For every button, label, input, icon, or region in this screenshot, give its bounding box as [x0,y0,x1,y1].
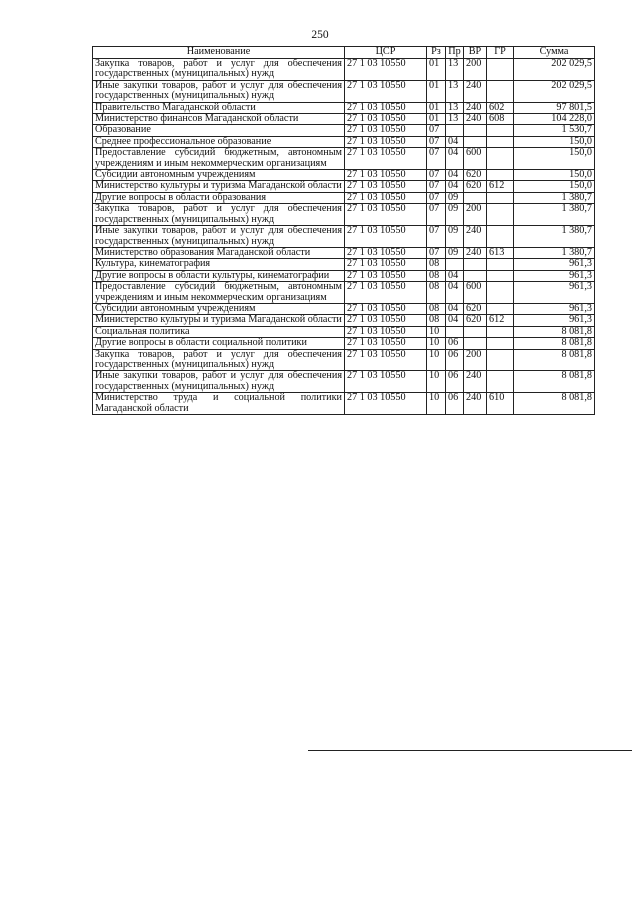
table-row [93,303,595,314]
cell-rz: 01 [427,114,446,125]
cell-pr: 09 [446,192,464,203]
cell-csr: 27 1 03 10550 [345,349,427,371]
cell-gr [487,59,514,81]
cell-sum: 150,0 [514,136,595,147]
cell-vr: 620 [464,181,487,192]
cell-pr: 04 [446,315,464,326]
cell-csr: 27 1 03 10550 [345,259,427,270]
cell-name: Иные закупки товаров, работ и услуг для обеспечения государственных (муниципальных) нужд [93,371,345,393]
column-header-rz: Рз [427,47,446,59]
table-row [93,371,595,393]
cell-rz: 07 [427,136,446,147]
column-header-gr: ГР [487,47,514,59]
cell-gr [487,125,514,136]
cell-name: Министерство труда и социальной политики Магаданской области [93,393,345,415]
cell-csr: 27 1 03 10550 [345,338,427,349]
cell-rz: 01 [427,102,446,113]
budget-table [92,46,595,415]
table-row [93,148,595,170]
cell-name: Предоставление субсидий бюджетным, автономным учреждениям и иным некоммерческим организациям [93,148,345,170]
cell-name: Министерство финансов Магаданской области [93,114,345,125]
cell-vr: 200 [464,204,487,226]
cell-name: Иные закупки товаров, работ и услуг для обеспечения государственных (муниципальных) нужд [93,226,345,248]
cell-pr: 04 [446,282,464,304]
cell-rz: 01 [427,59,446,81]
cell-sum: 104 228,0 [514,114,595,125]
table-row [93,170,595,181]
cell-sum: 961,3 [514,259,595,270]
cell-name: Другие вопросы в области социальной политики [93,338,345,349]
cell-rz: 07 [427,125,446,136]
cell-sum: 202 029,5 [514,80,595,102]
cell-gr: 612 [487,315,514,326]
cell-name: Социальная политика [93,326,345,337]
cell-pr: 13 [446,102,464,113]
cell-pr [446,259,464,270]
cell-rz: 10 [427,326,446,337]
table-row [93,282,595,304]
cell-csr: 27 1 03 10550 [345,270,427,281]
cell-vr: 240 [464,247,487,258]
cell-gr [487,259,514,270]
cell-sum: 8 081,8 [514,349,595,371]
cell-rz: 10 [427,393,446,415]
cell-name: Субсидии автономным учреждениям [93,170,345,181]
cell-gr [487,204,514,226]
cell-rz: 07 [427,170,446,181]
cell-gr [487,338,514,349]
cell-vr: 200 [464,349,487,371]
table-row [93,136,595,147]
table-row [93,226,595,248]
cell-csr: 27 1 03 10550 [345,315,427,326]
cell-rz: 10 [427,371,446,393]
table-row [93,338,595,349]
cell-csr: 27 1 03 10550 [345,192,427,203]
cell-csr: 27 1 03 10550 [345,326,427,337]
cell-gr [487,270,514,281]
cell-pr: 04 [446,181,464,192]
cell-sum: 97 801,5 [514,102,595,113]
cell-vr: 620 [464,315,487,326]
table-row [93,80,595,102]
cell-pr [446,326,464,337]
cell-gr [487,148,514,170]
cell-pr: 13 [446,59,464,81]
cell-csr: 27 1 03 10550 [345,59,427,81]
cell-vr: 600 [464,148,487,170]
cell-vr: 240 [464,80,487,102]
cell-rz: 10 [427,349,446,371]
column-header-csr: ЦСР [345,47,427,59]
cell-rz: 10 [427,338,446,349]
cell-name: Культура, кинематография [93,259,345,270]
table-row [93,204,595,226]
cell-gr: 608 [487,114,514,125]
cell-vr: 600 [464,282,487,304]
column-header-pr: Пр [446,47,464,59]
table-row [93,181,595,192]
cell-rz: 08 [427,315,446,326]
column-header-sum: Сумма [514,47,595,59]
cell-vr: 240 [464,114,487,125]
cell-vr: 200 [464,59,487,81]
cell-pr [446,125,464,136]
cell-rz: 07 [427,226,446,248]
cell-name: Закупка товаров, работ и услуг для обеспечения государственных (муниципальных) нужд [93,349,345,371]
cell-pr: 04 [446,148,464,170]
cell-sum: 8 081,8 [514,338,595,349]
cell-pr: 06 [446,393,464,415]
cell-vr [464,326,487,337]
table-row [93,59,595,81]
cell-pr: 06 [446,371,464,393]
cell-pr: 09 [446,226,464,248]
cell-name: Иные закупки товаров, работ и услуг для обеспечения государственных (муниципальных) нужд [93,80,345,102]
cell-csr: 27 1 03 10550 [345,247,427,258]
cell-sum: 150,0 [514,181,595,192]
cell-gr: 610 [487,393,514,415]
cell-name: Министерство культуры и туризма Магаданской области [93,315,345,326]
cell-vr [464,136,487,147]
cell-pr: 13 [446,80,464,102]
cell-sum: 1 380,7 [514,226,595,248]
cell-vr: 240 [464,102,487,113]
cell-gr [487,80,514,102]
cell-gr: 602 [487,102,514,113]
table-row [93,192,595,203]
cell-gr [487,226,514,248]
cell-rz: 08 [427,303,446,314]
cell-rz: 07 [427,204,446,226]
table-row [93,326,595,337]
cell-sum: 961,3 [514,270,595,281]
cell-pr: 04 [446,136,464,147]
cell-rz: 08 [427,270,446,281]
cell-csr: 27 1 03 10550 [345,371,427,393]
table-body [93,59,595,415]
cell-rz: 07 [427,247,446,258]
cell-gr [487,192,514,203]
cell-name: Субсидии автономным учреждениям [93,303,345,314]
cell-csr: 27 1 03 10550 [345,393,427,415]
cell-name: Другие вопросы в области культуры, кинематографии [93,270,345,281]
cell-name: Министерство культуры и туризма Магаданской области [93,181,345,192]
cell-vr [464,192,487,203]
cell-sum: 202 029,5 [514,59,595,81]
column-header-vr: ВР [464,47,487,59]
cell-csr: 27 1 03 10550 [345,226,427,248]
cell-csr: 27 1 03 10550 [345,125,427,136]
table-row [93,125,595,136]
cell-sum: 150,0 [514,170,595,181]
cell-csr: 27 1 03 10550 [345,114,427,125]
cell-vr [464,125,487,136]
table-header-row [93,47,595,59]
cell-pr: 09 [446,247,464,258]
cell-name: Министерство образования Магаданской области [93,247,345,258]
cell-sum: 8 081,8 [514,393,595,415]
cell-gr [487,371,514,393]
cell-pr: 04 [446,303,464,314]
cell-gr: 612 [487,181,514,192]
cell-rz: 07 [427,148,446,170]
cell-sum: 1 380,7 [514,204,595,226]
cell-name: Закупка товаров, работ и услуг для обеспечения государственных (муниципальных) нужд [93,204,345,226]
cell-name: Образование [93,125,345,136]
table-row [93,102,595,113]
table-row [93,393,595,415]
cell-pr: 04 [446,170,464,181]
cell-csr: 27 1 03 10550 [345,136,427,147]
table-row [93,259,595,270]
cell-vr: 240 [464,393,487,415]
cell-rz: 07 [427,192,446,203]
cell-name: Правительство Магаданской области [93,102,345,113]
cell-gr [487,326,514,337]
cell-csr: 27 1 03 10550 [345,282,427,304]
cell-gr: 613 [487,247,514,258]
table-row [93,270,595,281]
column-header-name: Наименование [93,47,345,59]
cell-csr: 27 1 03 10550 [345,170,427,181]
cell-vr [464,270,487,281]
cell-gr [487,136,514,147]
cell-gr [487,349,514,371]
cell-sum: 1 530,7 [514,125,595,136]
cell-sum: 961,3 [514,282,595,304]
cell-csr: 27 1 03 10550 [345,204,427,226]
cell-csr: 27 1 03 10550 [345,303,427,314]
page-number: 250 [311,29,329,41]
table-row [93,114,595,125]
table-row [93,349,595,371]
cell-gr [487,303,514,314]
cell-pr: 06 [446,349,464,371]
cell-vr: 620 [464,303,487,314]
cell-sum: 8 081,8 [514,326,595,337]
cell-vr: 240 [464,226,487,248]
cell-pr: 06 [446,338,464,349]
cell-name: Среднее профессиональное образование [93,136,345,147]
cell-sum: 8 081,8 [514,371,595,393]
cell-csr: 27 1 03 10550 [345,80,427,102]
cell-vr: 620 [464,170,487,181]
cell-sum: 150,0 [514,148,595,170]
table-row [93,247,595,258]
cell-rz: 01 [427,80,446,102]
cell-gr [487,282,514,304]
cell-pr: 09 [446,204,464,226]
cell-name: Предоставление субсидий бюджетным, автономным учреждениям и иным некоммерческим организациям [93,282,345,304]
cell-csr: 27 1 03 10550 [345,148,427,170]
cell-name: Закупка товаров, работ и услуг для обеспечения государственных (муниципальных) нужд [93,59,345,81]
cell-sum: 1 380,7 [514,247,595,258]
cell-sum: 961,3 [514,303,595,314]
cell-csr: 27 1 03 10550 [345,181,427,192]
cell-rz: 08 [427,259,446,270]
cell-pr: 13 [446,114,464,125]
cell-csr: 27 1 03 10550 [345,102,427,113]
cell-sum: 961,3 [514,315,595,326]
cell-vr: 240 [464,371,487,393]
table-row [93,315,595,326]
cell-vr [464,259,487,270]
cell-vr [464,338,487,349]
cell-sum: 1 380,7 [514,192,595,203]
cell-pr: 04 [446,270,464,281]
cell-gr [487,170,514,181]
cell-name: Другие вопросы в области образования [93,192,345,203]
cell-rz: 07 [427,181,446,192]
cell-rz: 08 [427,282,446,304]
footer-rule [308,750,632,751]
